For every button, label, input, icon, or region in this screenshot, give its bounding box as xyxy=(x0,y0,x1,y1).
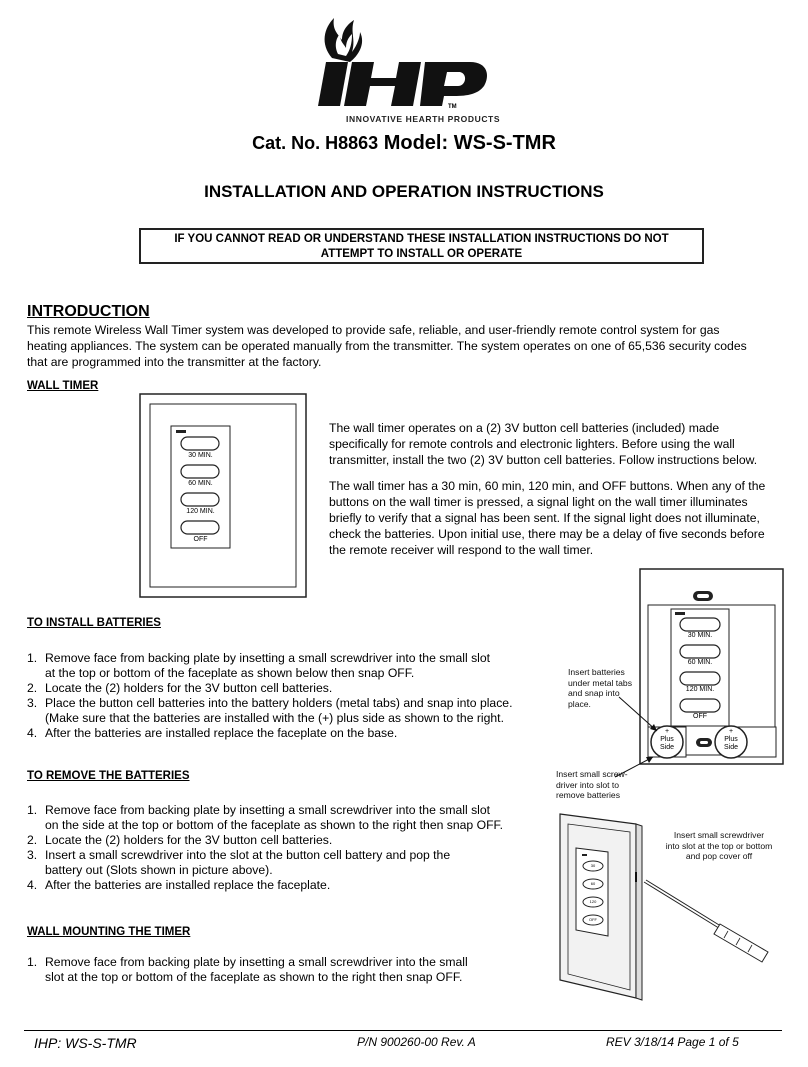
wall-mounting-heading: WALL MOUNTING THE TIMER xyxy=(27,926,191,938)
desc-line: The wall timer operates on a (2) 3V button cell batteries (included) made xyxy=(329,421,720,435)
list-line: Remove face from backing plate by insetting a small screwdriver into the small xyxy=(45,955,468,969)
callout-line: Insert small screw- xyxy=(556,769,628,779)
wall-timer-description-2 xyxy=(329,478,799,558)
desc-line: the remote receiver will respond to the wall timer. xyxy=(329,543,594,557)
wall-timer-heading: WALL TIMER xyxy=(27,380,99,392)
list-item xyxy=(27,803,542,833)
catalog-number: Cat. No. H8863 xyxy=(252,133,379,153)
list-line: Place the button cell batteries into the battery holders (metal tabs) and snap into place. xyxy=(45,696,513,710)
callout-line: Insert batteries xyxy=(568,667,625,677)
list-number: 3. xyxy=(27,848,38,862)
list-line: (Make sure that the batteries are installed with the (+) plus side as shown to the right. xyxy=(45,711,504,725)
wall-timer-description-1 xyxy=(329,420,799,468)
list-number: 1. xyxy=(27,651,38,665)
callout-line: driver into slot to xyxy=(556,779,620,790)
battery-plus-word: Plus xyxy=(724,736,738,743)
mini-label-120: 120 xyxy=(589,899,597,904)
install-batteries-heading: TO INSTALL BATTERIES xyxy=(27,617,161,629)
timer-button-label-60: 60 MIN. xyxy=(188,480,213,487)
list-number: 2. xyxy=(27,681,38,695)
desc-line: transmitter, install the two (2) 3V button cell batteries. Follow instructions below. xyxy=(329,453,758,467)
desc-line: buttons on the wall timer is pressed, a signal light on the wall timer illuminates xyxy=(329,495,748,509)
wall-mounting-list xyxy=(27,955,537,985)
list-number: 1. xyxy=(27,955,38,969)
footer-rule xyxy=(24,1030,782,1031)
mini-label-off: OFF xyxy=(589,917,597,922)
callout-line: and pop cover off xyxy=(685,851,753,861)
callout-line: into slot at the top or bottom xyxy=(665,840,773,851)
list-item xyxy=(27,833,542,848)
battery-side-word: Side xyxy=(659,744,674,751)
ihp-logo-graphic xyxy=(312,14,502,126)
list-item xyxy=(27,681,537,696)
list-number: 4. xyxy=(27,878,38,892)
callout-line: place. xyxy=(568,698,591,709)
battery-plus-sign: + xyxy=(728,728,734,735)
callout-insert-batteries xyxy=(568,667,648,709)
remove-batteries-list xyxy=(27,803,542,893)
callout-line: under metal tabs xyxy=(568,677,633,688)
wall-timer-drawing xyxy=(139,393,307,598)
callout-line: and snap into xyxy=(568,688,620,698)
list-line: Insert a small screwdriver into the slot at the button cell battery and pop the xyxy=(45,848,451,862)
mini-label-60: 60 xyxy=(590,881,596,886)
diagram-button-label-30: 30 MIN. xyxy=(687,632,713,639)
mini-label-30: 30 xyxy=(590,863,596,868)
introduction-heading: INTRODUCTION xyxy=(27,303,150,320)
list-item xyxy=(27,955,537,985)
list-number: 1. xyxy=(27,803,38,817)
list-line: at the top or bottom of the faceplate as shown below then snap OFF. xyxy=(45,666,415,680)
logo-tagline: INNOVATIVE HEARTH PRODUCTS xyxy=(346,114,501,124)
intro-line: heating appliances. The system can be operated manually from the transmitter. The system operates on one of 65,536 security codes xyxy=(27,339,747,353)
battery-right-label xyxy=(715,728,747,752)
list-item xyxy=(27,726,537,741)
timer-button-label-off: OFF xyxy=(193,536,208,543)
intro-line: that are programmed into the transmitter at the factory. xyxy=(27,355,322,369)
list-line: Remove face from backing plate by insetting a small screwdriver into the small slot xyxy=(45,651,491,665)
model-title xyxy=(0,132,808,155)
list-line: slot at the top or bottom of the faceplate as shown to the right then snap OFF. xyxy=(45,970,463,984)
diagram-button-label-120: 120 MIN. xyxy=(685,686,715,693)
diagram-button-label-off: OFF xyxy=(693,713,707,720)
list-item xyxy=(27,696,537,726)
footer-part-number: P/N 900260-00 Rev. A xyxy=(357,1035,476,1049)
diagram-button-label-60: 60 MIN. xyxy=(687,659,713,666)
list-item xyxy=(27,651,537,681)
desc-line: briefly to verify that a signal has been sent. If the signal light does not illuminate, xyxy=(329,511,760,525)
battery-plus-sign: + xyxy=(664,728,670,735)
remove-batteries-heading: TO REMOVE THE BATTERIES xyxy=(27,770,190,782)
warning-line-2: ATTEMPT TO INSTALL OR OPERATE xyxy=(320,248,523,260)
trademark-mark: TM xyxy=(448,104,457,110)
callout-pop-cover xyxy=(648,830,790,862)
callout-line: remove batteries xyxy=(556,790,621,800)
list-line: Remove face from backing plate by insetting a small screwdriver into the small slot xyxy=(45,803,491,817)
warning-box xyxy=(139,228,704,264)
intro-line: This remote Wireless Wall Timer system was developed to provide safe, reliable, and user-friendly remote control system for gas xyxy=(27,323,720,337)
wall-timer-diagram xyxy=(139,393,307,598)
list-line: Locate the (2) holders for the 3V button cell batteries. xyxy=(45,681,333,695)
list-line: After the batteries are installed replace the faceplate on the base. xyxy=(45,726,398,740)
callout-line: Insert small screwdriver xyxy=(673,830,765,840)
battery-left-label xyxy=(651,728,683,752)
install-batteries-list xyxy=(27,651,537,741)
warning-line-1: IF YOU CANNOT READ OR UNDERSTAND THESE INSTALLATION INSTRUCTIONS DO NOT xyxy=(174,233,669,245)
list-number: 2. xyxy=(27,833,38,847)
timer-button-label-120: 120 MIN. xyxy=(186,508,215,515)
callout-remove-batteries xyxy=(556,769,646,801)
faceplate-diagram xyxy=(552,810,792,1002)
list-line: battery out (Slots shown in picture above). xyxy=(45,863,273,877)
list-item xyxy=(27,878,542,893)
battery-diagram xyxy=(555,567,785,807)
introduction-text xyxy=(27,322,797,370)
footer-page-info: REV 3/18/14 Page 1 of 5 xyxy=(606,1035,739,1049)
model-number: Model: WS-S-TMR xyxy=(383,132,556,154)
footer-product: IHP: WS-S-TMR xyxy=(34,1035,137,1051)
list-line: After the batteries are installed replace the faceplate. xyxy=(45,878,331,892)
timer-button-label-30: 30 MIN. xyxy=(188,452,213,459)
desc-line: specifically for remote controls and electronic lighters. Before using the wall xyxy=(329,437,735,451)
battery-plus-word: Plus xyxy=(660,736,674,743)
desc-line: The wall timer has a 30 min, 60 min, 120 min, and OFF buttons. When any of the xyxy=(329,479,766,493)
list-item xyxy=(27,848,542,878)
document-title: INSTALLATION AND OPERATION INSTRUCTIONS xyxy=(204,182,604,201)
list-number: 3. xyxy=(27,696,38,710)
desc-line: check the batteries. Upon initial use, there may be a delay of five seconds before xyxy=(329,527,765,541)
battery-side-word: Side xyxy=(723,744,738,751)
list-line: on the side at the top or bottom of the faceplate as shown to the right then snap OFF. xyxy=(45,818,503,832)
list-line: Locate the (2) holders for the 3V button cell batteries. xyxy=(45,833,333,847)
list-number: 4. xyxy=(27,726,38,740)
ihp-logo xyxy=(312,14,502,126)
